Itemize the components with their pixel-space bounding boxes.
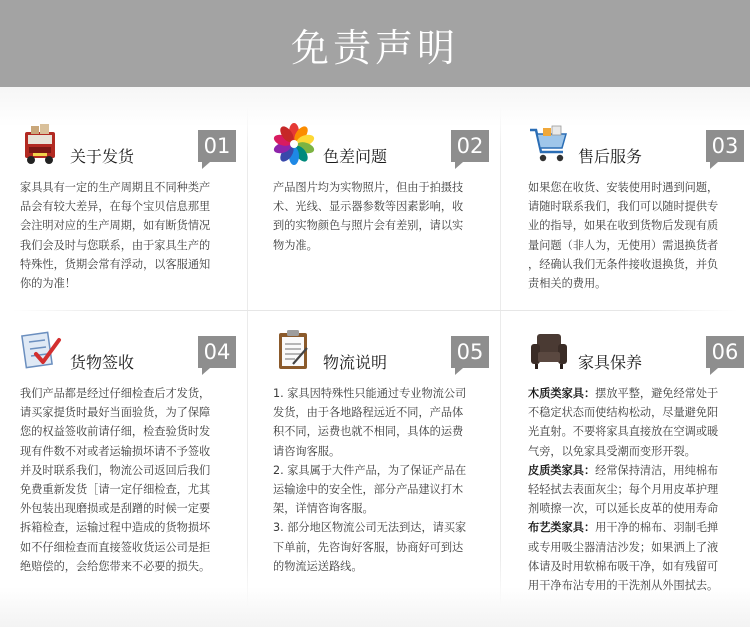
body-line: 架，详情咨询客服。 xyxy=(273,502,374,516)
card-maintenance xyxy=(528,328,750,595)
section-text: 经常保持清洁，用纯棉布 xyxy=(595,463,719,477)
body-line: 我们会及时与您联系，由于家具生产的 xyxy=(20,238,211,252)
body-line: 3. 部分地区物流公司无法到达，请买家 xyxy=(273,521,467,535)
body-line: ，经确认我们无条件接收退换货，并负 xyxy=(528,257,719,271)
body-line: 并及时联系我们，物流公司返回后我们 xyxy=(20,463,211,477)
section-label: 木质类家具： xyxy=(528,387,596,400)
body-line: 不稳定状态而使结构松动，尽量避免阳 xyxy=(528,406,719,420)
body-line: 运输途中的安全性，部分产品建议打木 xyxy=(273,483,464,497)
body-line xyxy=(528,384,750,403)
body-line: 积不同，运费也就不相同，具体的运费 xyxy=(273,425,464,439)
card-title: 关于发货 xyxy=(70,147,135,166)
card-number-badge: 05 xyxy=(451,336,489,368)
body-line: 物为准。 xyxy=(273,238,318,252)
content-area xyxy=(0,87,750,627)
card-receipt xyxy=(20,328,250,576)
card-body xyxy=(20,178,250,293)
body-line: 产品图片均为实物照片，但由于拍摄技 xyxy=(273,181,464,194)
card-title: 物流说明 xyxy=(323,353,388,372)
body-line: 请咨询客服。 xyxy=(273,444,341,458)
header-banner xyxy=(0,0,750,87)
card-number-badge: 02 xyxy=(451,130,489,162)
body-line xyxy=(528,518,750,537)
body-line: 轻轻拭去表面灰尘；每个月用皮革护理 xyxy=(528,483,719,497)
card-color-difference xyxy=(273,122,503,255)
armchair-icon xyxy=(528,328,570,372)
body-line: 特殊性，货期会常有浮动，以客服通知 xyxy=(20,257,211,271)
body-line: 请买家提货时最好当面验货，为了保障 xyxy=(20,406,211,420)
body-line: 品会有较大差异，在每个宝贝信息那里 xyxy=(20,200,211,214)
body-line: 现有件数不对或者运输损坏请不予签收 xyxy=(20,444,211,458)
card-number-badge: 01 xyxy=(198,130,236,162)
body-line xyxy=(528,461,750,480)
body-line: 会注明对应的生产周期，如有断货情况 xyxy=(20,219,211,233)
delivery-truck-icon xyxy=(20,122,62,166)
row-divider xyxy=(12,310,738,311)
body-line: 拆箱检查，运输过程中造成的货物损坏 xyxy=(20,521,211,535)
body-line: 剂喷擦一次，可以延长皮革的使用寿命 xyxy=(528,502,719,516)
card-logistics xyxy=(273,328,503,576)
body-line: 你的为准！ xyxy=(20,277,76,291)
body-line: 请随时联系我们，我们可以随时提供专 xyxy=(528,200,719,214)
card-body xyxy=(273,384,503,576)
body-line: 业的指导，如果在收到货物后发现有质 xyxy=(528,219,719,233)
body-line: 如果您在收货、安装使用时遇到问题， xyxy=(528,181,719,194)
body-line: 术、光线、显示器参数等因素影响，收 xyxy=(273,200,464,214)
card-number-badge: 03 xyxy=(706,130,744,162)
body-line: 您的权益签收前请仔细，检查验货时发 xyxy=(20,425,211,439)
section-label: 皮质类家具： xyxy=(528,463,596,477)
body-line: 家具具有一定的生产周期且不同种类产 xyxy=(20,181,211,194)
color-palette-icon xyxy=(273,122,315,166)
card-body xyxy=(20,384,250,576)
body-line: 用干净布沾专用的干洗剂从外围拭去。 xyxy=(528,579,719,593)
checklist-icon xyxy=(20,328,62,372)
shopping-cart-icon xyxy=(528,122,570,166)
body-line: 体请及时用软棉布吸干净，如有残留可 xyxy=(528,559,719,573)
card-title: 家具保养 xyxy=(578,353,643,372)
body-line: 责相关的费用。 xyxy=(528,277,607,291)
body-line: 我们产品都是经过仔细检查后才发货， xyxy=(20,387,211,400)
card-body xyxy=(528,178,750,293)
body-line: 的物流运送路线。 xyxy=(273,559,363,573)
body-line: 如不仔细检查而直接签收货运公司是拒 xyxy=(20,540,211,554)
section-text: 用干净的棉布、羽制毛掸 xyxy=(595,521,719,535)
card-body xyxy=(273,178,503,255)
card-number-badge: 04 xyxy=(198,336,236,368)
card-shipping xyxy=(20,122,250,293)
body-line: 免费重新发货［请一定仔细检查，尤其 xyxy=(20,483,211,497)
body-line: 到的实物颜色与照片会有差别，请以实 xyxy=(273,219,464,233)
body-line: 外包装出现磨损或是刮蹭的时候一定要 xyxy=(20,502,211,516)
body-line: 气旁，以免家具受潮而变形开裂。 xyxy=(528,444,696,458)
page-title: 免责声明 xyxy=(290,26,459,70)
body-line: 或专用吸尘器清洁沙发；如果洒上了液 xyxy=(528,540,719,554)
section-text: 摆放平整，避免经常处于 xyxy=(595,387,719,400)
body-line: 发货，由于各地路程远近不同，产品体 xyxy=(273,406,464,420)
clipboard-icon xyxy=(273,328,315,372)
body-line: 绝赔偿的，会给您带来不必要的损失。 xyxy=(20,559,211,573)
card-after-sales xyxy=(528,122,750,293)
card-body xyxy=(528,384,750,595)
card-title: 售后服务 xyxy=(578,147,643,166)
body-line: 2. 家具属于大件产品，为了保证产品在 xyxy=(273,463,467,477)
card-title: 货物签收 xyxy=(70,353,135,372)
card-title: 色差问题 xyxy=(323,147,388,166)
body-line: 1. 家具因特殊性只能通过专业物流公司 xyxy=(273,387,467,400)
card-number-badge: 06 xyxy=(706,336,744,368)
body-line: 光直射。不要将家具直接放在空调或暖 xyxy=(528,425,719,439)
body-line: 量问题（非人为，无使用）需退换货者 xyxy=(528,238,719,252)
body-line: 下单前，先咨询好客服，协商好可到达 xyxy=(273,540,464,554)
section-label: 布艺类家具： xyxy=(528,521,596,535)
